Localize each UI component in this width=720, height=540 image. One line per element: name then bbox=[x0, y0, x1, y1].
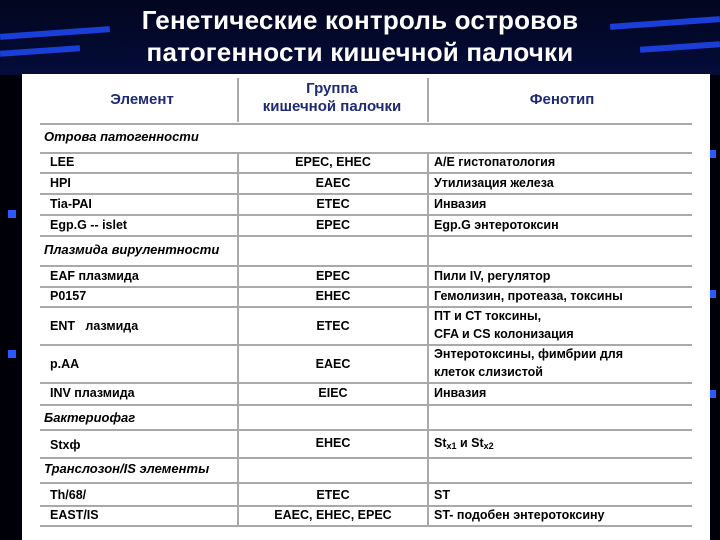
row-rule bbox=[40, 306, 692, 308]
header-group-line2: кишечной палочки bbox=[262, 98, 402, 115]
row-group: ETEC bbox=[316, 488, 350, 502]
row-element: INV плазмида bbox=[50, 386, 135, 400]
row-phenotype: ST- подобен энтеротоксину bbox=[434, 508, 605, 522]
row-group: EPEC bbox=[315, 218, 351, 232]
row-phenotype-line2: клеток слизистой bbox=[434, 365, 543, 379]
section-transposons: Транслозон/IS элементы bbox=[44, 461, 210, 476]
row-rule bbox=[40, 235, 692, 237]
row-phenotype: Пили IV, регулятор bbox=[434, 269, 551, 283]
section-phage: Бактериофаг bbox=[44, 410, 136, 425]
header-divider bbox=[427, 78, 429, 122]
row-rule bbox=[40, 265, 692, 267]
title-line-1: Генетические контроль островов bbox=[141, 5, 579, 35]
row-phenotype-line1: Энтеротоксины, фимбрии для bbox=[434, 347, 624, 361]
row-rule bbox=[40, 193, 692, 195]
row-group: EPEC bbox=[315, 269, 351, 283]
row-rule bbox=[40, 172, 692, 174]
row-phenotype bbox=[434, 346, 623, 380]
section-plasmids: Плазмида вирулентности bbox=[44, 242, 220, 257]
row-group: EPEC, EHEC bbox=[295, 155, 371, 169]
row-group: EIEC bbox=[318, 386, 348, 400]
header-phenotype: Фенотип bbox=[529, 91, 595, 108]
row-element: Egp.G -- islet bbox=[50, 218, 128, 232]
decor-dot bbox=[8, 210, 16, 218]
row-phenotype-part: и St bbox=[456, 436, 484, 450]
row-element: Th/68/ bbox=[50, 488, 87, 502]
row-rule bbox=[40, 404, 692, 406]
row-element: Tia-PAI bbox=[50, 197, 92, 211]
header-group bbox=[232, 80, 432, 116]
row-element: LEE bbox=[50, 155, 75, 169]
row-rule bbox=[40, 482, 692, 484]
slide-title bbox=[60, 4, 660, 68]
header-divider bbox=[237, 78, 239, 122]
row-phenotype bbox=[434, 308, 574, 342]
row-phenotype: ST bbox=[434, 488, 450, 502]
row-group: EAEC bbox=[315, 357, 351, 371]
row-phenotype-part: St bbox=[434, 436, 447, 450]
row-phenotype: Egp.G энтеротоксин bbox=[434, 218, 559, 232]
column-divider bbox=[237, 152, 239, 526]
row-element: p.AA bbox=[50, 357, 80, 371]
row-rule bbox=[40, 429, 692, 431]
title-line-2: патогенности кишечной палочки bbox=[146, 37, 574, 67]
row-rule bbox=[40, 214, 692, 216]
header-rule bbox=[40, 123, 692, 125]
table-sheet bbox=[22, 74, 710, 540]
row-phenotype: Инвазия bbox=[434, 197, 487, 211]
section-islands: Отрова патогенности bbox=[44, 129, 199, 144]
row-element: Stxф bbox=[50, 438, 81, 452]
row-phenotype-sub: x2 bbox=[483, 441, 494, 451]
row-group: ETEC bbox=[316, 319, 350, 333]
row-phenotype: Инвазия bbox=[434, 386, 487, 400]
row-phenotype: A/E гистопатология bbox=[434, 155, 556, 169]
row-group: EAEC bbox=[315, 176, 351, 190]
row-element: P0157 bbox=[50, 289, 87, 303]
column-divider bbox=[427, 152, 429, 526]
row-group: EHEC bbox=[315, 289, 351, 303]
row-rule bbox=[40, 382, 692, 384]
row-phenotype-line2: CFA и CS колонизация bbox=[434, 327, 574, 341]
row-phenotype-sub: x1 bbox=[446, 441, 457, 451]
row-phenotype-line1: ПТ и СТ токсины, bbox=[434, 309, 542, 323]
row-element: EAST/IS bbox=[50, 508, 99, 522]
row-group: ETEC bbox=[316, 197, 350, 211]
row-element: ENT лазмида bbox=[50, 319, 139, 333]
decor-dot bbox=[8, 350, 16, 358]
row-phenotype: Утилизация железа bbox=[434, 176, 554, 190]
row-element: HPI bbox=[50, 176, 71, 190]
row-group: EAEC, EHEC, EPEC bbox=[274, 508, 392, 522]
row-rule bbox=[40, 457, 692, 459]
row-element: EAF плазмида bbox=[50, 269, 139, 283]
header-group-line1: Группа bbox=[306, 80, 358, 97]
row-phenotype bbox=[434, 435, 494, 454]
row-phenotype: Гемолизин, протеаза, токсины bbox=[434, 289, 623, 303]
row-rule bbox=[40, 525, 692, 527]
header-element: Элемент bbox=[110, 91, 174, 108]
row-group: EHEC bbox=[315, 436, 351, 450]
